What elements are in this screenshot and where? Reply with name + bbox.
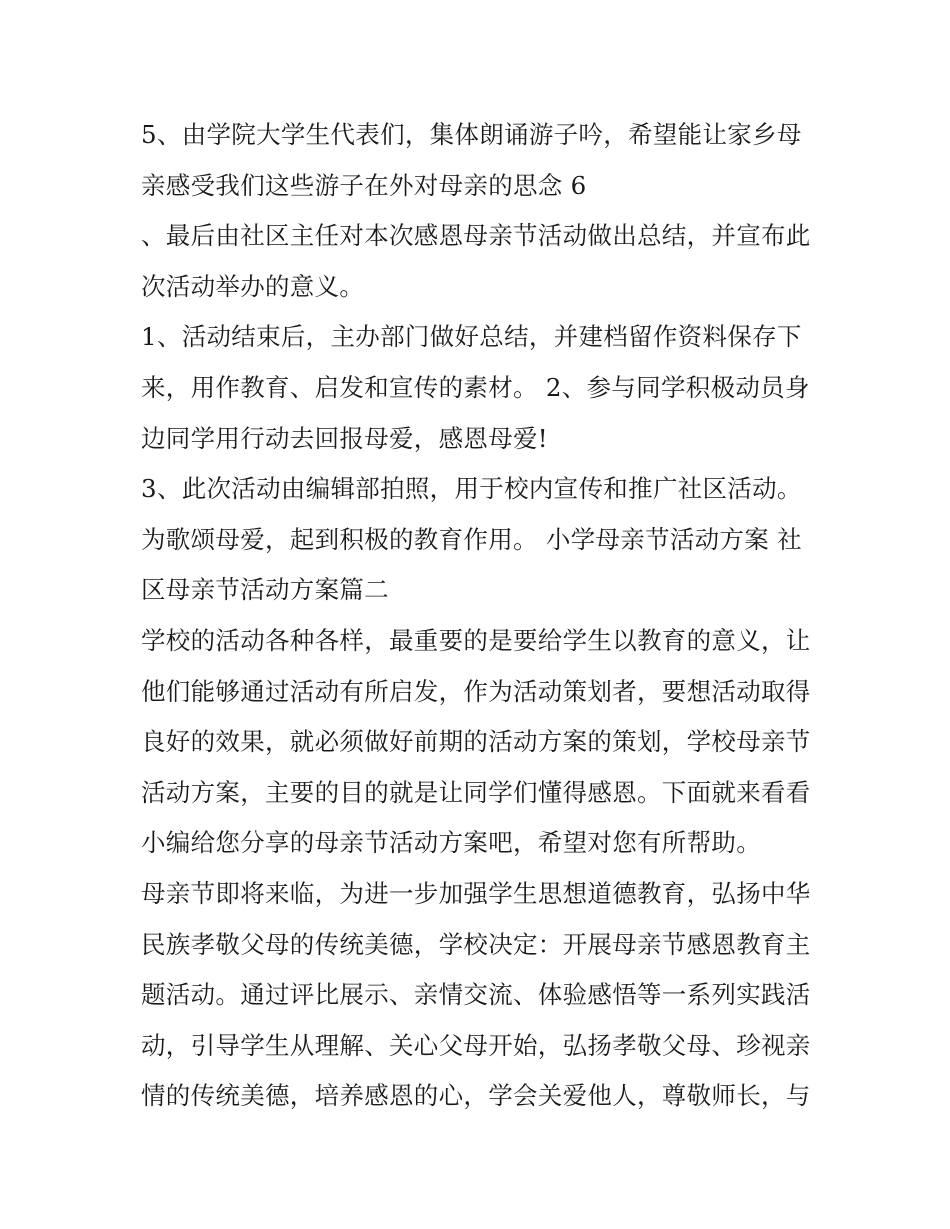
text-line: 学校的活动各种各样，最重要的是要给学生以教育的意义，让 <box>141 625 811 655</box>
text-line: 区母亲节活动方案篇二 <box>141 575 389 605</box>
text-line: 亲感受我们这些游子在外对母亲的思念 6 <box>141 170 587 200</box>
text-line: 3、此次活动由编辑部拍照，用于校内宣传和推广社区活动。 <box>141 474 802 504</box>
text-line: 1、活动结束后，主办部门做好总结，并建档留作资料保存下 <box>141 322 802 352</box>
text-line: 他们能够通过活动有所启发，作为活动策划者，要想活动取得 <box>141 676 811 706</box>
text-line: 边同学用行动去回报母爱，感恩母爱! <box>141 423 548 453</box>
text-line: 、最后由社区主任对本次感恩母亲节活动做出总结，并宣布此 <box>141 221 811 251</box>
body-text <box>141 110 821 1122</box>
text-line: 小编给您分享的母亲节活动方案吧，希望对您有所帮助。 <box>141 828 761 858</box>
text-line: 次活动举办的意义。 <box>141 271 365 301</box>
text-line: 良好的效果，就必须做好前期的活动方案的策划，学校母亲节 <box>141 727 811 757</box>
text-line: 题活动。通过评比展示、亲情交流、体验感悟等一系列实践活 <box>141 980 811 1010</box>
text-line: 活动方案，主要的目的就是让同学们懂得感恩。下面就来看看 <box>141 777 811 807</box>
text-line: 来，用作教育、启发和宣传的素材。 2、参与同学积极动员身 <box>141 372 810 402</box>
text-line: 动，引导学生从理解、关心父母开始，弘扬孝敬父母、珍视亲 <box>141 1030 811 1060</box>
text-line: 民族孝敬父母的传统美德，学校决定：开展母亲节感恩教育主 <box>141 929 811 959</box>
text-line: 5、由学院大学生代表们，集体朗诵游子吟，希望能让家乡母 <box>141 120 802 149</box>
text-line: 情的传统美德，培养感恩的心，学会关爱他人，尊敬师长，与 <box>141 1081 811 1111</box>
text-line: 为歌颂母爱，起到积极的教育作用。 小学母亲节活动方案 社 <box>141 524 802 554</box>
text-line: 母亲节即将来临，为进一步加强学生思想道德教育，弘扬中华 <box>141 878 811 908</box>
